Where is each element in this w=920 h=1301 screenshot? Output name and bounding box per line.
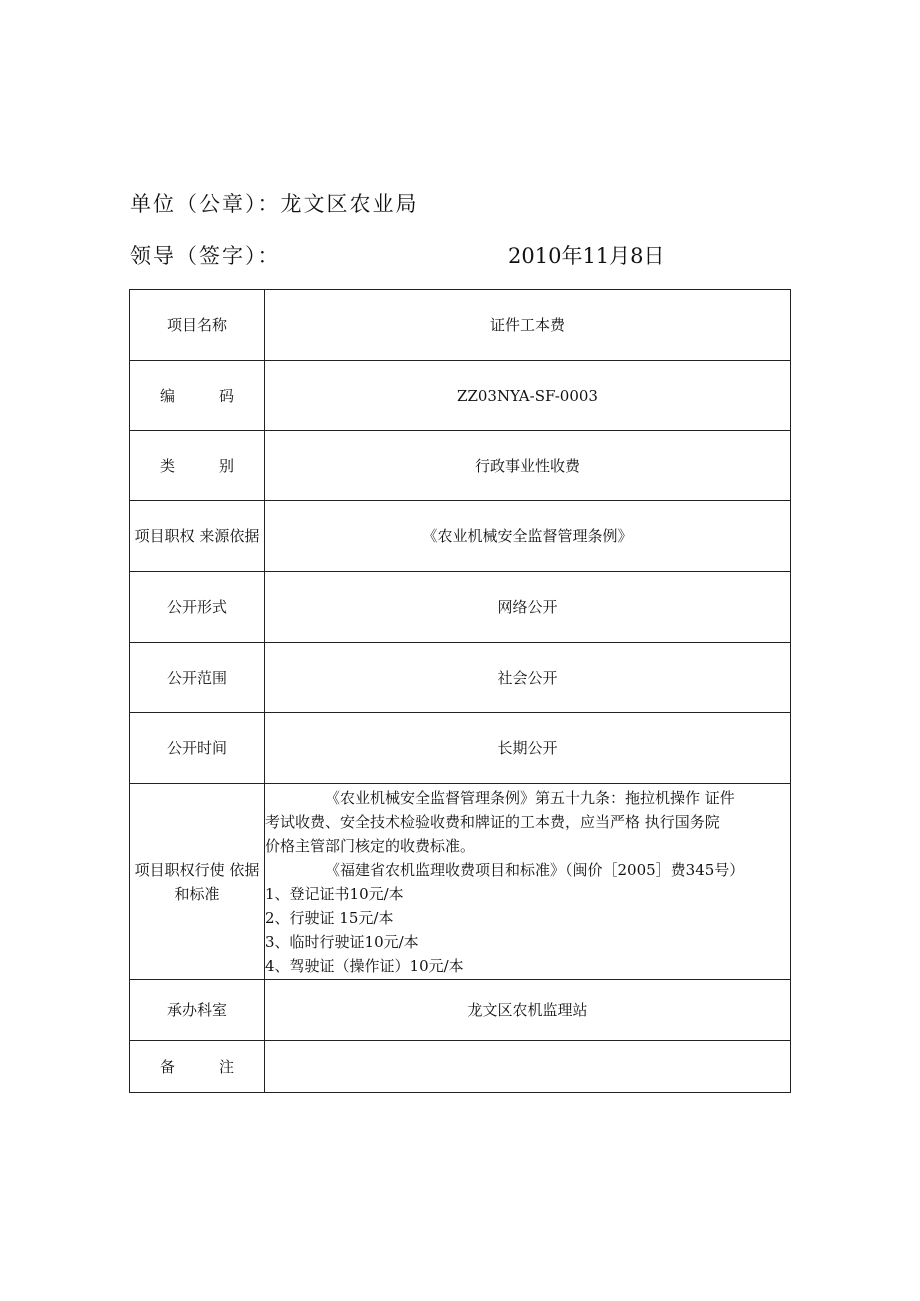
unit-seal-line: 单位（公章）：龙文区农业局 [130, 192, 419, 216]
label-remarks-char-1: 备 [159, 1057, 175, 1076]
basis-line-6: 2、行驶证 15元/本 [265, 908, 394, 927]
basis-line-3: 价格主管部门核定的收费标准。 [265, 836, 476, 855]
basis-line-1: 《农业机械安全监督管理条例》第五十九条：拖拉机操作 证件 [325, 788, 735, 807]
label-remarks-char-2: 注 [219, 1057, 235, 1076]
label-project-name: 项目名称 [130, 290, 265, 361]
table-row-disclosure-form [130, 572, 791, 643]
value-disclosure-time: 长期公开 [265, 713, 791, 784]
label-department: 承办科室 [130, 980, 265, 1041]
value-disclosure-scope: 社会公开 [265, 643, 791, 713]
label-code-char-2: 码 [219, 386, 235, 405]
label-category-char-2: 别 [219, 456, 235, 475]
label-authority-source: 项目职权 来源依据 [130, 501, 265, 572]
table-row-code [130, 361, 791, 431]
fee-info-table [129, 289, 791, 1093]
value-disclosure-form: 网络公开 [265, 572, 791, 643]
basis-line-7: 3、临时行驶证10元/本 [265, 932, 419, 951]
label-code [130, 361, 265, 431]
label-category-char-1: 类 [159, 456, 175, 475]
label-disclosure-time: 公开时间 [130, 713, 265, 784]
label-code-char-1: 编 [159, 386, 175, 405]
table-row-basis-standard [130, 784, 791, 980]
label-remarks [130, 1041, 265, 1093]
leader-signature-label: 领导（签字）： [130, 244, 281, 268]
basis-line-4: 《福建省农机监理收费项目和标准》（闽价［2005］费345号） [325, 860, 745, 879]
label-basis-standard: 项目职权行使 依据和标准 [130, 784, 265, 980]
table-row-project-name [130, 290, 791, 361]
table-row-disclosure-scope [130, 643, 791, 713]
value-department: 龙文区农机监理站 [265, 980, 791, 1041]
basis-line-8: 4、驾驶证（操作证）10元/本 [265, 956, 464, 975]
value-authority-source: 《农业机械安全监督管理条例》 [265, 501, 791, 572]
value-code: ZZ03NYA-SF-0003 [265, 361, 791, 431]
table-row-disclosure-time [130, 713, 791, 784]
value-category: 行政事业性收费 [265, 431, 791, 501]
value-remarks [265, 1041, 791, 1093]
basis-line-5: 1、登记证书10元/本 [265, 884, 404, 903]
label-disclosure-form: 公开形式 [130, 572, 265, 643]
table-row-category [130, 431, 791, 501]
table-row-remarks [130, 1041, 791, 1093]
table-row-authority-source [130, 501, 791, 572]
value-basis-standard [265, 784, 791, 980]
label-category [130, 431, 265, 501]
table-row-department [130, 980, 791, 1041]
label-disclosure-scope: 公开范围 [130, 643, 265, 713]
value-project-name: 证件工本费 [265, 290, 791, 361]
document-date: 2010年11月8日 [508, 244, 665, 268]
basis-line-2: 考试收费、安全技术检验收费和牌证的工本费，应当严格 执行国务院 [265, 812, 720, 831]
